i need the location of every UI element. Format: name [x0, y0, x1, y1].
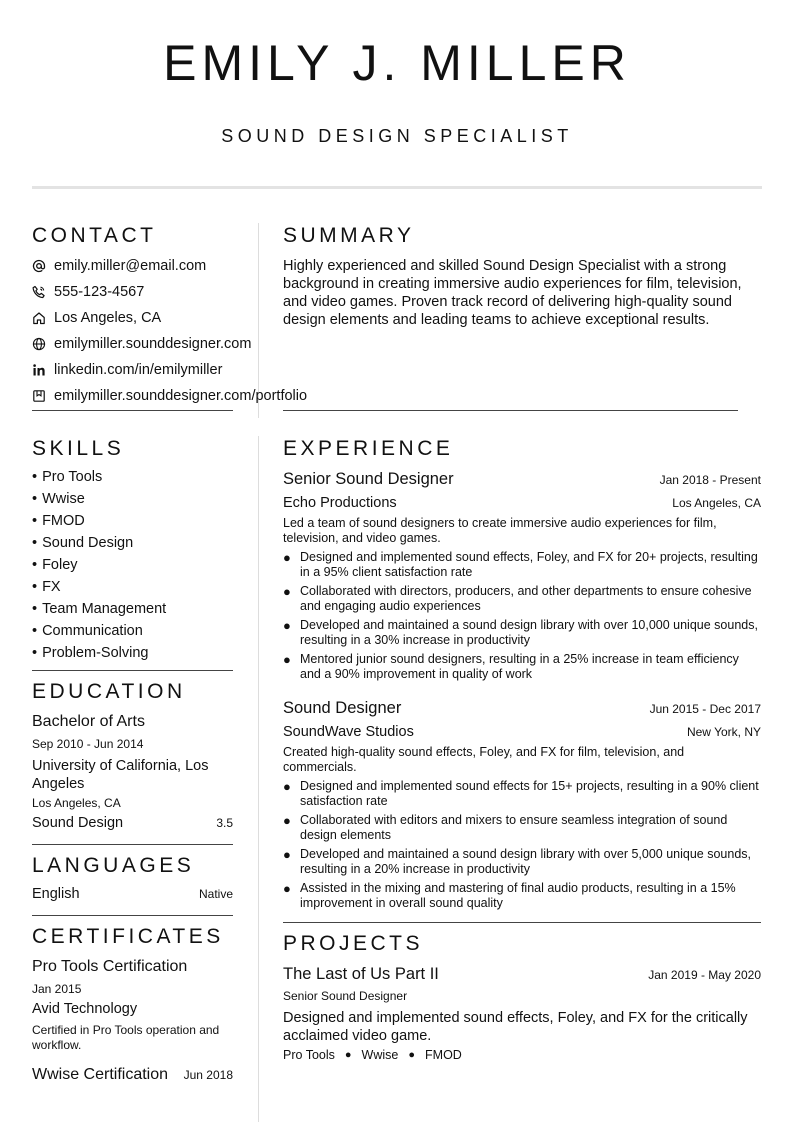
certificate-issuer: Avid Technology [32, 1001, 138, 1017]
job-bullet: ● Assisted in the mixing and mastering of final audio products, resulting in a 15% improvement in overall sound quality [283, 881, 736, 910]
summary-rule [283, 410, 738, 411]
projects-heading: PROJECTS [283, 932, 424, 955]
language-row [32, 886, 233, 902]
contact-website[interactable] [32, 334, 251, 354]
skills-heading: SKILLS [32, 437, 125, 460]
contact-linkedin[interactable] [32, 360, 222, 380]
home-icon [32, 311, 46, 325]
skill-item: • Sound Design [32, 535, 133, 555]
job-title: Sound Designer [283, 699, 402, 717]
education-dates: Sep 2010 - Jun 2014 [32, 737, 144, 751]
certificate-title: Pro Tools Certification [32, 958, 188, 975]
skill-item: • Team Management [32, 601, 166, 621]
skills-rule [32, 670, 233, 671]
job-description: Led a team of sound designers to create immersive audio experiences for film, television, and video games. [283, 516, 717, 545]
job-bullet: ● Collaborated with directors, producers, and other departments to ensure cohesive and engaging audio experiences [283, 584, 752, 613]
job-bullet: ● Mentored junior sound designers, resulting in a 25% increase in team efficiency and a 90% improvement in quality of work [283, 652, 739, 681]
skill-item: • Pro Tools [32, 469, 102, 489]
job-title: Senior Sound Designer [283, 470, 454, 488]
skill-item: • FMOD [32, 513, 85, 533]
job-bullet: ● Developed and maintained a sound design library with over 5,000 unique sounds, resulting in a 20% increase in productivity [283, 847, 751, 876]
education-location: Los Angeles, CA [32, 796, 121, 810]
education-degree: Bachelor of Arts [32, 713, 145, 730]
column-divider-bottom [258, 436, 259, 1122]
job-company: SoundWave Studios [283, 724, 414, 740]
header-divider [32, 186, 762, 189]
project-title: The Last of Us Part II [283, 965, 439, 983]
project-description: Designed and implemented sound effects, Foley, and FX for the critically acclaimed video game. [283, 1010, 748, 1044]
job-company-row [283, 495, 761, 511]
contact-phone[interactable] [32, 282, 144, 302]
skill-item: • Communication [32, 623, 143, 643]
job-company-row [283, 724, 761, 740]
contact-phone-text: 555-123-4567 [54, 284, 145, 300]
certificate-date: Jun 2018 [183, 1068, 233, 1082]
job-company: Echo Productions [283, 495, 397, 511]
candidate-title: SOUND DESIGN SPECIALIST [221, 126, 573, 146]
skill-item: • Wwise [32, 491, 85, 511]
job-bullet: ● Designed and implemented sound effects, Foley, and FX for 20+ projects, resulting in a 95% client satisfaction rate [283, 550, 758, 579]
job-bullet: ● Collaborated with editors and mixers to ensure seamless integration of sound design elements [283, 813, 728, 842]
contact-portfolio[interactable] [32, 386, 307, 406]
project-header [283, 965, 761, 984]
job-description: Created high-quality sound effects, Foley, and FX for film, television, and commercials. [283, 745, 685, 774]
education-field: Sound Design [32, 815, 124, 831]
contact-email[interactable] [32, 256, 206, 276]
job-dates: Jan 2018 - Present [659, 473, 761, 487]
skill-item: • Problem-Solving [32, 645, 148, 665]
globe-icon [32, 337, 46, 351]
language-name: English [32, 886, 80, 902]
language-level: Native [198, 887, 233, 901]
job-location: New York, NY [686, 725, 761, 739]
certificate-date: Jan 2015 [32, 982, 82, 996]
phone-icon [32, 285, 46, 299]
project-tech-list: Pro Tools ● Wwise ● FMOD [283, 1048, 462, 1062]
project-dates: Jan 2019 - May 2020 [648, 968, 761, 982]
summary-text: Highly experienced and skilled Sound Design Specialist with a strong background in creating immersive audio experiences for film, television, and video games. Proven track record of delivering high-quality sound design elements and leading teams to achieve exceptional results. [283, 258, 742, 328]
contact-heading: CONTACT [32, 224, 157, 247]
skill-item: • FX [32, 579, 61, 599]
project-role: Senior Sound Designer [283, 989, 408, 1003]
job-bullet: ● Designed and implemented sound effects for 15+ projects, resulting in a 90% client satisfaction rate [283, 779, 759, 808]
skill-item: • Foley [32, 557, 78, 577]
contact-rule [32, 410, 233, 411]
linkedin-icon [32, 363, 46, 377]
languages-rule [32, 915, 233, 916]
portfolio-icon [32, 389, 46, 403]
job-header [283, 699, 761, 718]
education-gpa: 3.5 [216, 816, 233, 830]
job-bullet: ● Developed and maintained a sound design library with over 10,000 unique sounds, resulting in a 30% increase in productivity [283, 618, 758, 647]
job-dates: Jun 2015 - Dec 2017 [649, 702, 761, 716]
contact-location-text: Los Angeles, CA [54, 310, 162, 326]
job-location: Los Angeles, CA [672, 496, 761, 510]
education-heading: EDUCATION [32, 680, 186, 703]
certificate-description: Certified in Pro Tools operation and workflow. [32, 1023, 220, 1052]
contact-portfolio-text: emilymiller.sounddesigner.com/portfolio [54, 388, 308, 404]
experience-heading: EXPERIENCE [283, 437, 454, 460]
summary-heading: SUMMARY [283, 224, 415, 247]
languages-heading: LANGUAGES [32, 854, 195, 877]
project-tech-item: Pro Tools [283, 1048, 335, 1062]
job-header [283, 470, 761, 489]
education-field-row [32, 815, 233, 831]
certificates-heading: CERTIFICATES [32, 925, 224, 948]
education-rule [32, 844, 233, 845]
candidate-name: EMILY J. MILLER [163, 35, 631, 91]
project-tech-item: FMOD [425, 1048, 462, 1062]
certificate-title: Wwise Certification [32, 1066, 169, 1083]
contact-website-text: emilymiller.sounddesigner.com [54, 336, 252, 352]
education-school: University of California, Los Angeles [32, 758, 209, 792]
contact-location [32, 308, 161, 328]
project-tech-item: Wwise [361, 1048, 399, 1062]
contact-linkedin-text: linkedin.com/in/emilymiller [54, 362, 223, 378]
certificate-row [32, 1066, 233, 1084]
experience-rule [283, 922, 761, 923]
contact-email-text: emily.miller@email.com [54, 258, 207, 274]
at-icon [32, 259, 46, 273]
